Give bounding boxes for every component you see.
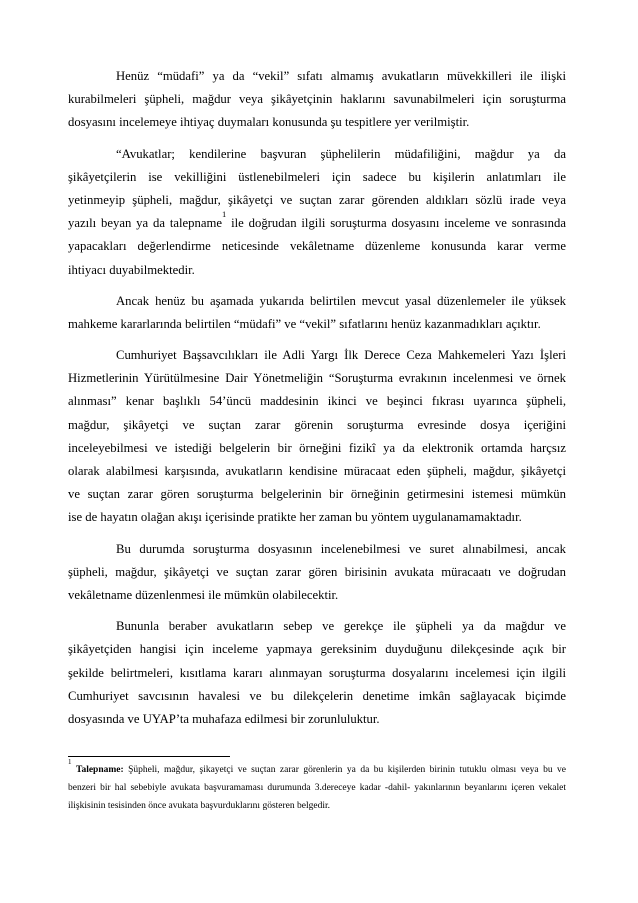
text-segment: ile doğrudan ilgili soruşturma dosyasını inceleme ve sonrasında — [226, 216, 566, 231]
footnote-reference: 1 — [221, 208, 227, 219]
paragraph — [68, 344, 566, 530]
paragraph — [68, 143, 566, 282]
text-line: vekâletname düzenlenmesi ile mümkün olabilecektir. — [68, 587, 339, 602]
paragraph — [68, 615, 566, 731]
text-line: Cumhuriyet savcısının havalesi ve bu dilekçelerin denetime imkân sağlayacak biçimde — [68, 688, 566, 703]
text-line: yapacakları değerlendirme neticesinde vekâletname düzenleme konusunda karar verme — [68, 239, 566, 254]
text-line: dosyasında ve UYAP’ta muhafaza edilmesi bir zorunluluktur. — [68, 711, 380, 726]
text-line: dosyasını incelemeye ihtiyaç duymaları konusunda şu tespitlere yer verilmiştir. — [68, 115, 470, 130]
text-line: ve suçtan zarar gören soruşturma belgelerinin bir örneğinin getirmesini istemesi mümkün — [68, 487, 566, 502]
text-line: ise de hayatın olağan akışı içerisinde pratikte her zaman bu yöntem uygulanamamaktadır. — [68, 510, 522, 525]
text-line: Ancak henüz bu aşamada yukarıda belirtilen mevcut yasal düzenlemeler ile yüksek — [116, 293, 566, 308]
text-line: inceleyebilmesi ve istediği belgelerin bir örneğini fizikî ya da elektronik ortamda harçsız — [68, 440, 566, 455]
text-line: kurabilmeleri şüpheli, mağdur veya şikâyetçinin haklarını savunabilmeleri için soruşturma — [68, 92, 566, 107]
footnote-separator — [68, 756, 230, 757]
paragraph — [68, 538, 566, 608]
paragraph — [68, 65, 566, 135]
text-segment: yazılı beyan ya da talepname — [68, 216, 222, 231]
text-line: mahkeme kararlarında belirtilen “müdafi” ve “vekil” sıfatlarını henüz kazanmadıkları açıktır. — [68, 316, 541, 331]
text-line: Hizmetlerinin Yürütülmesine Dair Yönetmeliğin “Soruşturma evrakının incelenmesi ve örnek — [68, 371, 566, 386]
text-line — [68, 208, 566, 235]
text-line: mağdur, şikâyetçi ve suçtan zarar görenin soruşturma evresinde dosya içeriğini — [68, 417, 566, 432]
body-text — [68, 65, 566, 739]
footnote-line — [68, 757, 567, 779]
text-line: şikâyetçiden hangisi için inceleme yapmaya gereksinim duyduğunu dilekçesinde açık bir — [68, 642, 566, 657]
paragraph — [68, 290, 566, 336]
text-line: alınması” kenar başlıklı 54’üncü maddesinin ikinci ve beşinci fıkrası uyarınca şüpheli, — [68, 394, 566, 409]
text-line: yetinmeyip şüpheli, mağdur, şikâyetçi ve suçtan zarar görenden aldıkları sözlü irade veya — [68, 192, 566, 207]
footnote-marker: 1 — [68, 757, 72, 766]
text-line: Cumhuriyet Başsavcılıkları ile Adli Yargı İlk Derece Ceza Mahkemeleri Yazı İşleri — [116, 348, 566, 363]
text-line: “Avukatlar; kendilerine başvuran şüphelilerin müdafiliğini, mağdur ya da — [116, 146, 566, 161]
text-line: ihtiyacı duyabilmektedir. — [68, 262, 195, 277]
text-line: Bununla beraber avukatların sebep ve gerekçe ile şüpheli ya da mağdur ve — [116, 619, 566, 634]
text-line: şikâyetçilerin ise vekilliğini üstlenebilmeleri için sadece bu kişilerin anlatımları ile — [68, 169, 566, 184]
footnote-text: Şüpheli, mağdur, şikayetçi ve suçtan zarar görenlerin ya da bu kişilerden birinin tutuklu olması veya bu ve — [123, 765, 567, 775]
footnote — [68, 757, 567, 815]
footnote-line: benzeri bir hal sebebiyle avukata başvuramaması durumunda 3.dereceye kadar -dahil- yakınlarının beyanlarını içeren vekalet — [68, 783, 566, 793]
text-line: Henüz “müdafi” ya da “vekil” sıfatı almamış avukatların müvekkilleri ile ilişki — [116, 69, 566, 83]
text-line: olarak alabilmesi karşısında, avukatların kendisine müracaat eden şüpheli, mağdur, şikâyetçi — [68, 464, 566, 478]
text-line: şekilde belirtmeleri, kısıtlama kararı alınmayan soruşturma dosyalarını incelemesi için ilgili — [68, 665, 566, 680]
text-line: şüpheli, mağdur, şikâyetçi ve suçtan zarar gören birisinin avukata müracaatı ve doğrudan — [68, 564, 566, 579]
text-line: Bu durumda soruşturma dosyasının incelenebilmesi ve suret alınabilmesi, ancak — [116, 541, 566, 556]
footnote-term: Talepname: — [75, 765, 124, 775]
footnote-line: ilişkisinin tesisinden önce avukata başvurduklarını gösteren belgedir. — [68, 801, 330, 811]
